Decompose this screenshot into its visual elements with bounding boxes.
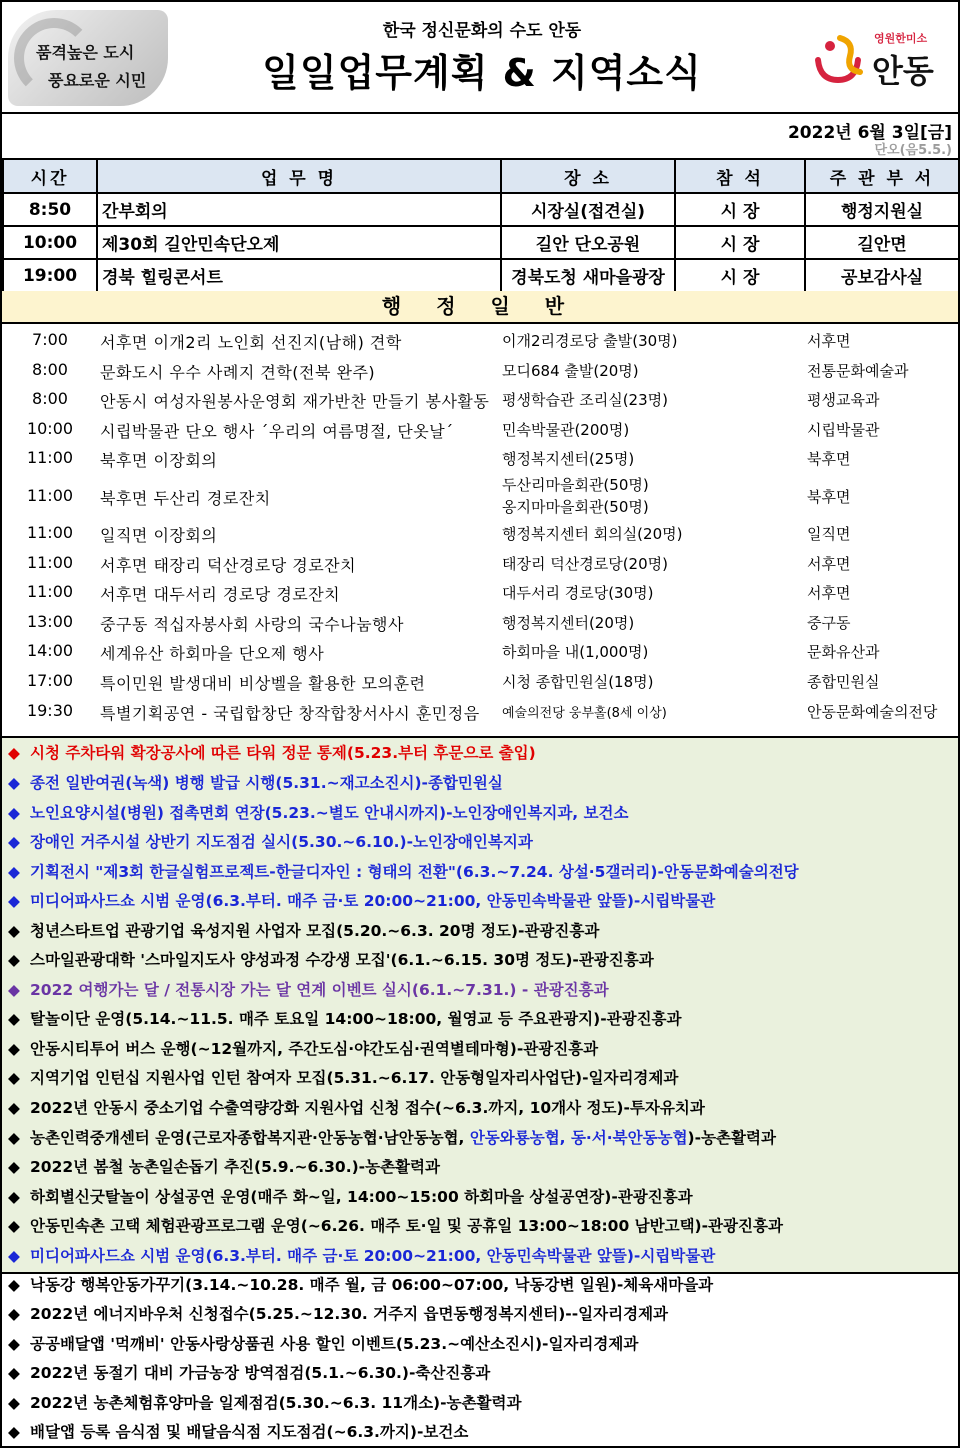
item-place: 두산리마을회관(50명) [502, 476, 649, 494]
item-dept: 중구동 [807, 614, 851, 632]
item-time: 17:00 [26, 671, 74, 690]
notice-item [8, 1274, 713, 1296]
item-place: 이개2리경로당 출발(30명) [502, 332, 678, 350]
item-place-2: 옹지마마을회관(50명) [502, 498, 649, 516]
item-time: 11:00 [26, 448, 74, 467]
notice-item [8, 861, 799, 883]
diamond-bullet-icon: ◆ [8, 774, 20, 792]
notice-text: 배달앱 등록 음식점 및 배달음식점 지도점검(~6.3.까지)-보건소 [30, 1423, 469, 1441]
diamond-bullet-icon: ◆ [8, 1040, 20, 1058]
row-attend: 시 장 [675, 226, 805, 259]
item-dept: 문화유산과 [807, 643, 880, 661]
diamond-bullet-icon: ◆ [8, 892, 20, 910]
item-place: 대두서리 경로당(30명) [502, 584, 654, 602]
lunar-date: 단오(음5.5.) [874, 143, 952, 158]
table-header-row [3, 159, 959, 193]
notice-item [8, 920, 599, 942]
item-place: 모디684 출발(20명) [502, 362, 639, 380]
row-place: 경북도청 새마을광장 [501, 259, 675, 292]
notice-text: 안동시티투어 버스 운행(~12월까지, 주간도심·야간도심·권역별테마형)-관광진흥과 [30, 1040, 599, 1058]
row-task: 경북 힐링콘서트 [97, 259, 501, 292]
notice-item [8, 1392, 521, 1414]
header-dept: 주 관 부 서 [805, 159, 959, 193]
diamond-bullet-icon: ◆ [8, 863, 20, 881]
item-time: 14:00 [26, 641, 74, 660]
notice-item [8, 1421, 468, 1443]
notice-list [2, 736, 958, 1272]
notice-text: 기획전시 "제3회 한글실험프로젝트-한글디자인 : 형태의 전환"(6.3.~7.24. 상설·5갤러리)-안동문화예술의전당 [30, 863, 799, 881]
header-attend: 참 석 [675, 159, 805, 193]
notice-text: 장애인 거주시설 상반기 지도점검 실시(5.30.~6.10.)-노인장애인복지과 [30, 833, 533, 851]
notice-item [8, 1097, 705, 1119]
notice-item [8, 742, 536, 764]
diamond-bullet-icon: ◆ [8, 1276, 20, 1294]
notice-text: 스마일관광대학 '스마일지도사 양성과정 수강생 모집'(6.1.~6.15. 30명 정도)-관광진흥과 [30, 951, 654, 969]
item-place: 민속박물관(200명) [502, 421, 630, 439]
item-dept: 평생교육과 [807, 391, 880, 409]
diamond-bullet-icon: ◆ [8, 1188, 20, 1206]
item-place: 하회마을 내(1,000명) [502, 643, 649, 661]
notice-text: 시청 주차타워 확장공사에 따른 타워 정문 통제(5.23.부터 후문으로 출입) [30, 744, 536, 762]
logo-slogan: 영원한미소 [874, 32, 928, 45]
notice-item [8, 1362, 490, 1384]
header-task: 업 무 명 [97, 159, 501, 193]
diamond-bullet-icon: ◆ [8, 833, 20, 851]
admin-schedule-list [2, 324, 958, 736]
page-title: 일일업무계획 & 지역소식 [262, 51, 702, 95]
item-place: 행정복지센터(20명) [502, 614, 635, 632]
notice-text: 2022년 동절기 대비 가금농장 방역점검(5.1.~6.30.)-축산진흥과 [30, 1364, 491, 1382]
notice-item [8, 802, 629, 824]
item-dept: 안동문화예술의전당 [807, 703, 938, 721]
notice-item [8, 831, 533, 853]
table-row [3, 193, 959, 226]
item-time: 11:00 [26, 486, 74, 505]
section-title: 행 정 일 반 [2, 291, 958, 324]
row-time: 8:50 [3, 193, 97, 226]
notice-text: 2022 여행가는 달 / 전통시장 가는 달 연계 이벤트 실시(6.1.~7.31.) - 관광진흥과 [30, 981, 609, 999]
row-dept: 공보감사실 [805, 259, 959, 292]
diamond-bullet-icon: ◆ [8, 804, 20, 822]
item-dept: 서후면 [807, 555, 851, 573]
notice-text: 안동민속촌 고택 체험관광프로그램 운영(~6.26. 매주 토·일 및 공휴일 13:00~18:00 남반고택)-관광진흥과 [30, 1217, 783, 1235]
diamond-bullet-icon: ◆ [8, 1129, 20, 1147]
notice-item [8, 979, 609, 1001]
item-place: 행정복지센터(25명) [502, 450, 635, 468]
item-time: 13:00 [26, 612, 74, 631]
item-name: 특이민원 발생대비 비상벨을 활용한 모의훈련 [100, 674, 426, 693]
item-dept: 북후면 [807, 450, 851, 468]
notice-text: 노인요양시설(병원) 접촉면회 연장(5.23.~별도 안내시까지)-노인장애인복지과, 보건소 [30, 804, 629, 822]
item-time: 8:00 [32, 389, 68, 408]
item-name: 서후면 이개2리 노인회 선진지(남해) 견학 [100, 333, 402, 352]
smile-logo-icon [810, 30, 866, 86]
diamond-bullet-icon: ◆ [8, 1305, 20, 1323]
notice-text-end: )-농촌활력과 [687, 1129, 776, 1147]
item-place: 예술의전당 웅부홀(8세 이상) [502, 706, 667, 721]
notice-item [8, 1245, 715, 1267]
schedule-table [2, 158, 960, 293]
notice-text: 낙동강 행복안동가꾸기(3.14.~10.28. 매주 월, 금 06:00~07:00, 낙동강변 일원)-체육새마을과 [30, 1276, 714, 1294]
item-time: 10:00 [26, 419, 74, 438]
row-time: 19:00 [3, 259, 97, 292]
item-dept: 전통문화예술과 [807, 362, 909, 380]
item-name: 북후면 두산리 경로잔치 [100, 489, 271, 508]
diamond-bullet-icon: ◆ [8, 981, 20, 999]
notice-text: 2022년 에너지바우처 신청접수(5.25.~12.30. 거주지 읍면동행정복지센터)--일자리경제과 [30, 1305, 669, 1323]
notice-item [8, 1038, 598, 1060]
notice-text: 공공배달앱 '먹깨비' 안동사랑상품권 사용 할인 이벤트(5.23.~예산소진시)-일자리경제과 [30, 1335, 639, 1353]
diamond-bullet-icon: ◆ [8, 1010, 20, 1028]
item-name: 일직면 이장회의 [100, 526, 218, 545]
notice-item [8, 1127, 776, 1149]
row-task: 간부회의 [97, 193, 501, 226]
item-dept: 일직면 [807, 525, 851, 543]
item-place: 평생학습관 조리실(23명) [502, 391, 668, 409]
notice-text: 미디어파사드쇼 시범 운영(6.3.부터. 매주 금·토 20:00~21:00, 안동민속박물관 앞뜰)-시립박물관 [30, 892, 716, 910]
item-dept: 시립박물관 [807, 421, 880, 439]
item-time: 19:30 [26, 701, 74, 720]
item-name: 시립박물관 단오 행사 ´우리의 여름명절, 단옷날´ [100, 422, 454, 441]
notice-item [8, 1215, 783, 1237]
diamond-bullet-icon: ◆ [8, 1069, 20, 1087]
logo-city-name: 안동 [872, 52, 934, 90]
item-name: 서후면 태장리 덕산경로당 경로잔치 [100, 556, 357, 575]
notice-item [8, 890, 715, 912]
city-slogan-logo [8, 10, 168, 106]
diamond-bullet-icon: ◆ [8, 1364, 20, 1382]
slogan-line-2: 풍요로운 시민 [48, 71, 147, 90]
notice-text: 탈놀이단 운영(5.14.~11.5. 매주 토요일 14:00~18:00, 월영교 등 주요관광지)-관광진흥과 [30, 1010, 682, 1028]
andong-logo [802, 22, 952, 92]
item-dept: 종합민원실 [807, 673, 880, 691]
item-dept: 서후면 [807, 584, 851, 602]
notice-text: 2022년 안동시 중소기업 수출역량강화 지원사업 신청 접수(~6.3.까지, 10개사 정도)-투자유치과 [30, 1099, 705, 1117]
item-time: 11:00 [26, 553, 74, 572]
item-name: 세계유산 하회마을 단오제 행사 [100, 644, 325, 663]
notice-item [8, 949, 654, 971]
table-row [3, 259, 959, 292]
table-row [3, 226, 959, 259]
notice-text: 종전 일반여권(녹색) 병행 발급 시행(5.31.~재고소진시)-종합민원실 [30, 774, 503, 792]
row-attend: 시 장 [675, 259, 805, 292]
header-subtitle: 한국 정신문화의 수도 안동 [382, 21, 582, 41]
date-row [2, 114, 958, 158]
notice-item [8, 772, 503, 794]
header [2, 2, 958, 114]
notice-item [8, 1067, 678, 1089]
diamond-bullet-icon: ◆ [8, 1394, 20, 1412]
notice-text: 하회별신굿탈놀이 상설공연 운영(매주 화~일, 14:00~15:00 하회마을 상설공연장)-관광진흥과 [30, 1188, 693, 1206]
row-place: 시장실(접견실) [501, 193, 675, 226]
notice-text: 지역기업 인턴십 지원사업 인턴 참여자 모집(5.31.~6.17. 안동형일자리사업단)-일자리경제과 [30, 1069, 679, 1087]
row-task: 제30회 길안민속단오제 [97, 226, 501, 259]
item-name: 특별기획공연 - 국립합창단 창작합창서사시 훈민정음 [100, 704, 480, 723]
item-name: 중구동 적십자봉사회 사랑의 국수나눔행사 [100, 615, 404, 634]
row-dept: 길안면 [805, 226, 959, 259]
item-name: 문화도시 우수 사례지 견학(전북 완주) [100, 363, 376, 382]
notice-text: 2022년 농촌체험휴양마을 일제점검(5.30.~6.3. 11개소)-농촌활력과 [30, 1394, 522, 1412]
item-time: 11:00 [26, 582, 74, 601]
notice-list-2 [2, 1272, 958, 1446]
diamond-bullet-icon: ◆ [8, 1423, 20, 1441]
item-name: 북후면 이장회의 [100, 451, 218, 470]
item-time: 11:00 [26, 523, 74, 542]
header-time: 시간 [3, 159, 97, 193]
notice-item [8, 1008, 682, 1030]
date: 2022년 6월 3일[금] [787, 123, 952, 143]
diamond-bullet-icon: ◆ [8, 1099, 20, 1117]
item-place: 시청 종합민원실(18명) [502, 673, 654, 691]
diamond-bullet-icon: ◆ [8, 951, 20, 969]
notice-item [8, 1186, 693, 1208]
notice-item [8, 1333, 638, 1355]
notice-text-highlight: 안동와룡농협, 동·서·북안동농협 [469, 1129, 688, 1147]
row-time: 10:00 [3, 226, 97, 259]
notice-text: 미디어파사드쇼 시범 운영(6.3.부터. 매주 금·토 20:00~21:00, 안동민속박물관 앞뜰)-시립박물관 [30, 1247, 716, 1265]
diamond-bullet-icon: ◆ [8, 1247, 20, 1265]
notice-item [8, 1303, 668, 1325]
header-place: 장 소 [501, 159, 675, 193]
notice-text: 청년스타트업 관광기업 육성지원 사업자 모집(5.20.~6.3. 20명 정도)-관광진흥과 [30, 922, 600, 940]
item-time: 7:00 [32, 330, 68, 349]
item-time: 8:00 [32, 360, 68, 379]
notice-text: 농촌인력중개센터 운영(근로자종합복지관·안동농협·남안동농협, [30, 1129, 470, 1147]
diamond-bullet-icon: ◆ [8, 1335, 20, 1353]
notice-item [8, 1156, 440, 1178]
row-attend: 시 장 [675, 193, 805, 226]
slogan-line-1: 품격높은 도시 [36, 43, 135, 62]
diamond-bullet-icon: ◆ [8, 922, 20, 940]
item-dept: 서후면 [807, 332, 851, 350]
item-dept: 북후면 [807, 488, 851, 506]
diamond-bullet-icon: ◆ [8, 1158, 20, 1176]
notice-text: 2022년 봄철 농촌일손돕기 추진(5.9.~6.30.)-농촌활력과 [30, 1158, 440, 1176]
item-name: 안동시 여성자원봉사운영회 재가반찬 만들기 봉사활동 [100, 392, 490, 411]
diamond-bullet-icon: ◆ [8, 1217, 20, 1235]
row-place: 길안 단오공원 [501, 226, 675, 259]
diamond-bullet-icon: ◆ [8, 744, 20, 762]
item-place: 태장리 덕산경로당(20명) [502, 555, 668, 573]
item-name: 서후면 대두서리 경로당 경로잔치 [100, 585, 341, 604]
row-dept: 행정지원실 [805, 193, 959, 226]
item-place: 행정복지센터 회의실(20명) [502, 525, 683, 543]
